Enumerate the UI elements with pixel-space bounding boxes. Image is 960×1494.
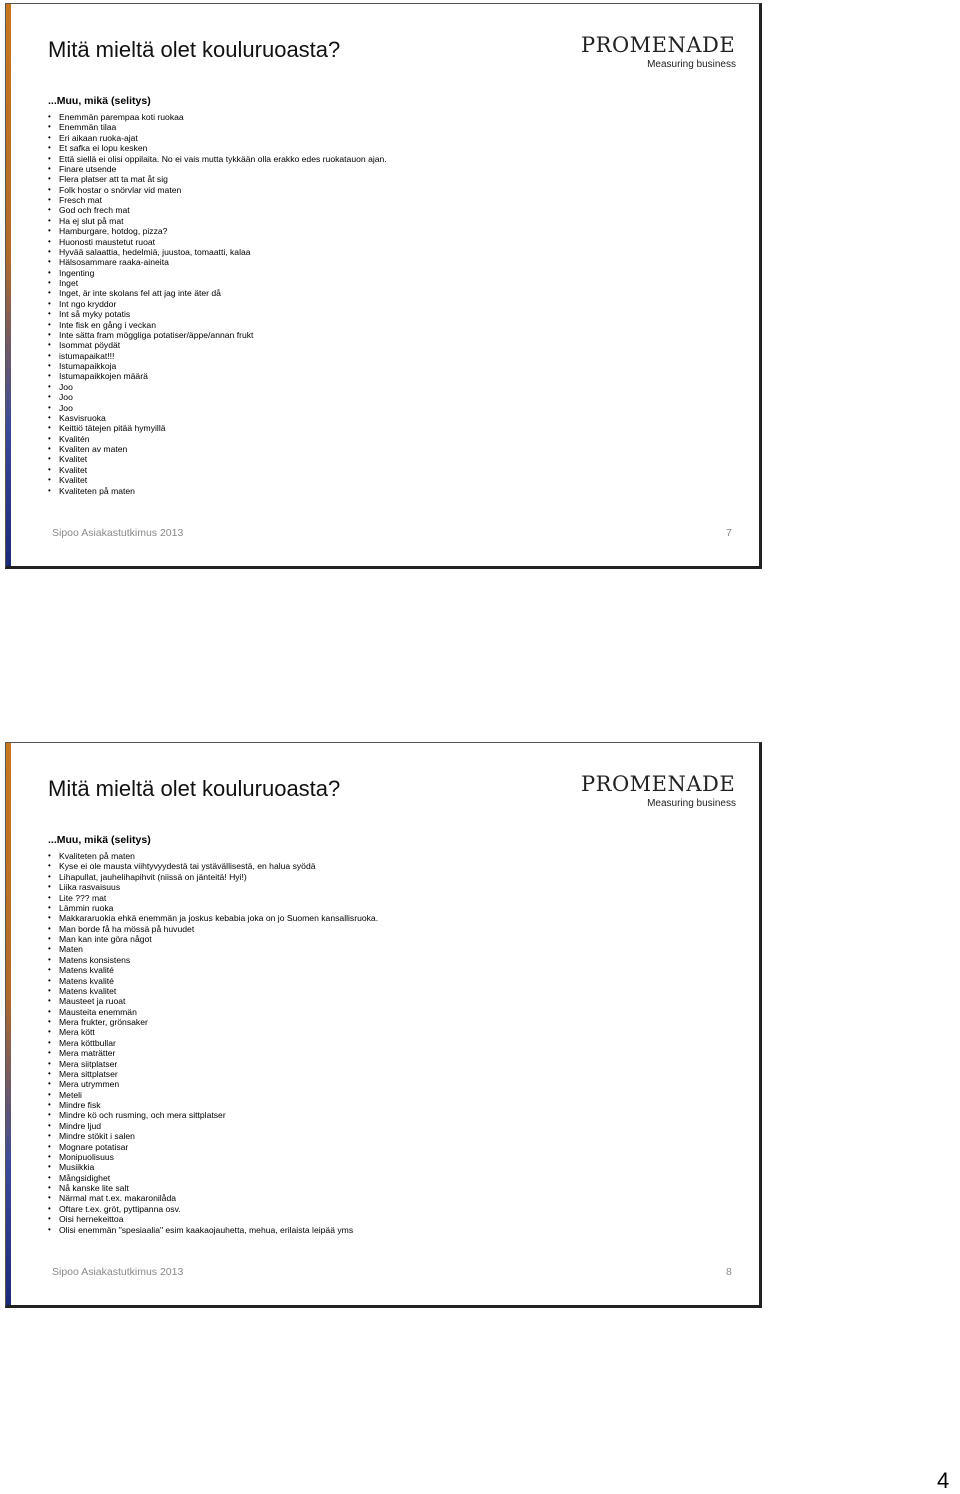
response-item: • Isommat pöydät [48,340,387,350]
response-item: • Enemmän parempaa koti ruokaa [48,112,387,122]
document-page-number: 4 [937,1468,950,1493]
promenade-logo [581,773,741,809]
response-item: • Matens kvalitet [48,986,378,996]
promenade-logo [581,34,741,70]
response-item: • Istumapaikkojen määrä [48,371,387,381]
response-item: • Makkararuokia ehkä enemmän ja joskus kebabia joka on jo Suomen kansallisruoka. [48,913,378,923]
response-item: • istumapaikat!!! [48,351,387,361]
response-item: • Matens konsistens [48,955,378,965]
response-item: • Man kan inte göra något [48,934,378,944]
response-item: • Joo [48,403,387,413]
response-item: • Huonosti maustetut ruoat [48,237,387,247]
response-item: • Mindre stökit i salen [48,1131,378,1141]
response-item: • Oisi hernekeittoa [48,1214,378,1224]
response-item: • Mera maträtter [48,1048,378,1058]
response-item: • Kasvisruoka [48,413,387,423]
response-item: • Kyse ei ole mausta viihtyvyydestä tai ystävällisestä, en halua syödä [48,861,378,871]
response-item: • Finare utsende [48,164,387,174]
response-list [48,112,387,496]
response-item: • Keittiö tätejen pitää hymyillä [48,423,387,433]
slide-accent-bar [6,743,11,1305]
slide-footer: Sipoo Asiakastutkimus 2013 [52,527,184,539]
logo-tagline: Measuring business [647,59,736,70]
response-list [48,851,378,1235]
response-item: • Man borde få ha mössä på huvudet [48,924,378,934]
response-item: • Mausteet ja ruoat [48,996,378,1006]
response-item: • Enemmän tilaa [48,122,387,132]
response-item: • Oftare t.ex. gröt, pyttipanna osv. [48,1204,378,1214]
response-item: • Olisi enemmän "spesiaalia" esim kaakaojauhetta, mehua, erilaista leipää yms [48,1225,378,1235]
response-item: • Mera utrymmen [48,1079,378,1089]
logo-wordmark: PROMENADE [581,33,736,57]
response-item: • Musiikkia [48,1162,378,1172]
slide-title: Mitä mieltä olet kouluruoasta? [48,37,341,62]
response-item: • Nå kanske lite salt [48,1183,378,1193]
response-item: • Mognare potatisar [48,1142,378,1152]
response-item: • God och frech mat [48,205,387,215]
response-item: • Istumapaikkoja [48,361,387,371]
response-item: • Meteli [48,1090,378,1100]
slide-title: Mitä mieltä olet kouluruoasta? [48,776,341,801]
response-item: • Lämmin ruoka [48,903,378,913]
response-item: • Flera platser att ta mat åt sig [48,174,387,184]
slide-page-number: 7 [726,527,732,539]
response-item: • Kvaliteten på maten [48,851,378,861]
response-item: • Joo [48,382,387,392]
response-item: • Mera kött [48,1027,378,1037]
slide-subheading: ...Muu, mikä (selitys) [48,95,151,107]
response-item: • Lihapullat, jauhelihapihvit (niissä on jänteitä! Hyi!) [48,872,378,882]
slide-7 [5,3,762,569]
response-item: • Hamburgare, hotdog, pizza? [48,226,387,236]
slide-page-number: 8 [726,1266,732,1278]
slide-subheading: ...Muu, mikä (selitys) [48,834,151,846]
response-item: • Mångsidighet [48,1173,378,1183]
response-item: • Mera köttbullar [48,1038,378,1048]
response-item: • Hälsosammare raaka-aineita [48,257,387,267]
response-item: • Int så myky potatis [48,309,387,319]
response-item: • Mindre kö och rusming, och mera sittplatser [48,1110,378,1120]
response-item: • Matens kvalité [48,976,378,986]
response-item: • Maten [48,944,378,954]
response-item: • Et safka ei lopu kesken [48,143,387,153]
response-item: • Monipuolisuus [48,1152,378,1162]
response-item: • Mera sittplatser [48,1069,378,1079]
response-item: • Kvalitén [48,434,387,444]
logo-wordmark: PROMENADE [581,772,736,796]
slide-8 [5,742,762,1308]
response-item: • Inget, är inte skolans fel att jag inte äter då [48,288,387,298]
response-item: • Mera frukter, grönsaker [48,1017,378,1027]
response-item: • Kvalitet [48,465,387,475]
response-item: • Inte fisk en gång i veckan [48,320,387,330]
response-item: • Liika rasvaisuus [48,882,378,892]
response-item: • Mindre ljud [48,1121,378,1131]
response-item: • Joo [48,392,387,402]
response-item: • Kvaliteten på maten [48,486,387,496]
response-item: • Mera siitplatser [48,1059,378,1069]
response-item: • Folk hostar o snörvlar vid maten [48,185,387,195]
response-item: • Eri aikaan ruoka-ajat [48,133,387,143]
response-item: • Int ngo kryddor [48,299,387,309]
response-item: • Mindre fisk [48,1100,378,1110]
slide-footer: Sipoo Asiakastutkimus 2013 [52,1266,184,1278]
response-item: • Kvaliten av maten [48,444,387,454]
response-item: • Ha ej slut på mat [48,216,387,226]
response-item: • Fresch mat [48,195,387,205]
response-item: • Inget [48,278,387,288]
response-item: • Mausteita enemmän [48,1007,378,1017]
response-item: • Kvalitet [48,475,387,485]
response-item: • Kvalitet [48,454,387,464]
response-item: • Että siellä ei olisi oppilaita. No ei vais mutta tykkään olla erakko edes ruokatauon ajan. [48,154,387,164]
response-item: • Matens kvalité [48,965,378,975]
response-item: • Inte sätta fram möggliga potatiser/äppe/annan frukt [48,330,387,340]
response-item: • Närmal mat t.ex. makaronilåda [48,1193,378,1203]
response-item: • Hyvää salaattia, hedelmiä, juustoa, tomaatti, kalaa [48,247,387,257]
slide-accent-bar [6,4,11,566]
response-item: • Lite ??? mat [48,893,378,903]
response-item: • Ingenting [48,268,387,278]
logo-tagline: Measuring business [647,798,736,809]
